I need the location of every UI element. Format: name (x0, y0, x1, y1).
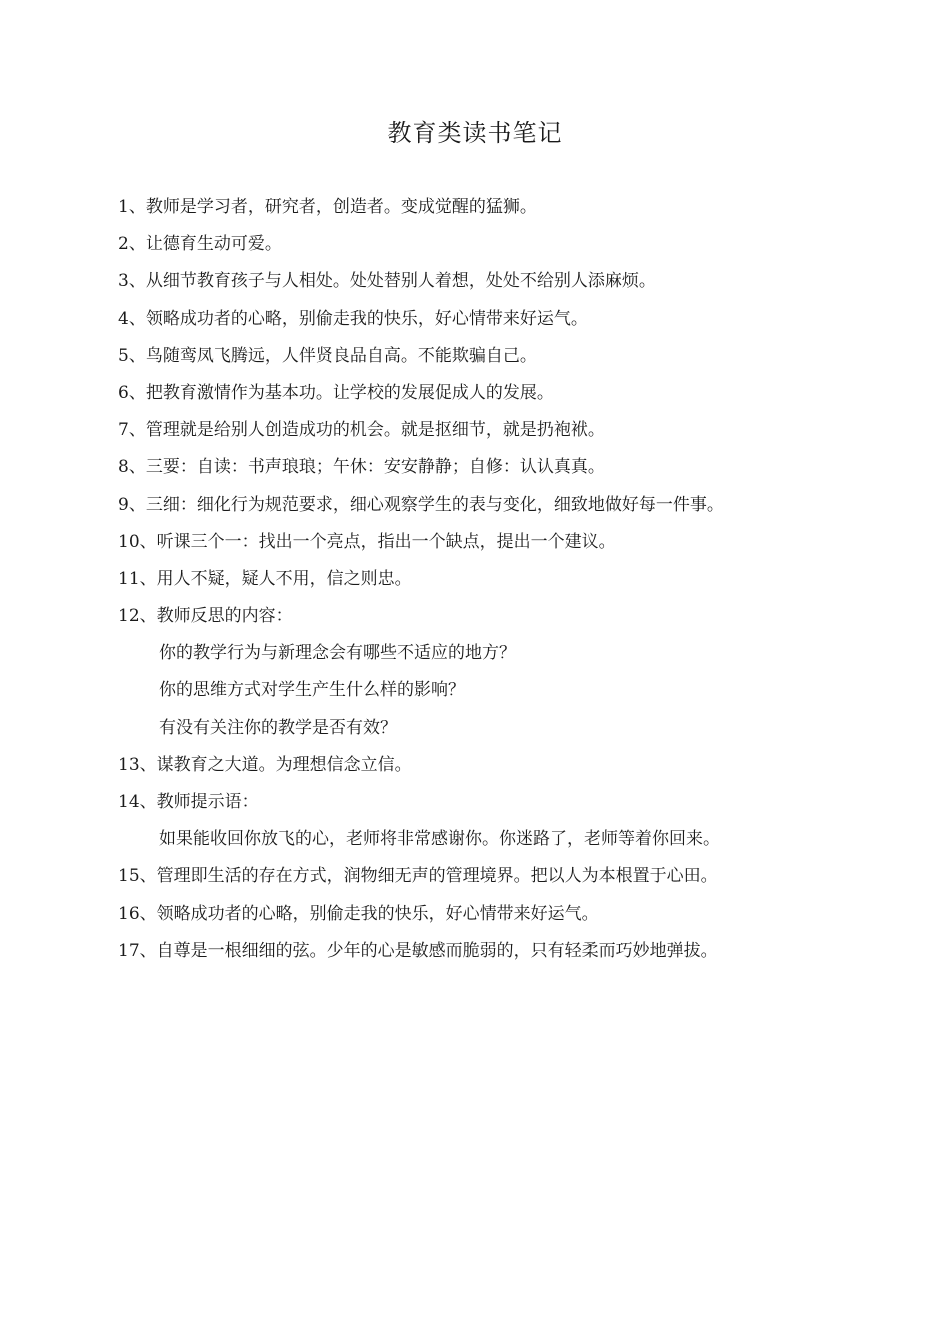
note-item: 12、教师反思的内容： (118, 606, 293, 627)
note-item: 5、鸟随鸾凤飞腾远，人伴贤良品自高。不能欺骗自己。 (118, 345, 537, 366)
note-subline: 有没有关注你的教学是否有效？ (159, 717, 397, 738)
note-item: 11、用人不疑，疑人不用，信之则忠。 (118, 568, 412, 589)
note-subline: 你的思维方式对学生产生什么样的影响？ (159, 680, 465, 701)
note-item: 14、教师提示语： (118, 792, 259, 812)
note-item: 4、领略成功者的心略，别偷走我的快乐，好心情带来好运气。 (118, 308, 588, 329)
note-item: 3、从细节教育孩子与人相处。处处替别人着想，处处不给别人添麻烦。 (118, 271, 656, 292)
note-item: 1、教师是学习者，研究者，创造者。变成觉醒的猛狮。 (118, 197, 537, 217)
note-subline: 你的教学行为与新理念会有哪些不适应的地方？ (159, 643, 516, 664)
note-item: 7、管理就是给别人创造成功的机会。就是抠细节，就是扔袍袱。 (118, 420, 605, 441)
note-item: 17、自尊是一根细细的弦。少年的心是敏感而脆弱的，只有轻柔而巧妙地弹拔。 (118, 940, 718, 961)
note-item: 16、领略成功者的心略，别偷走我的快乐，好心情带来好运气。 (118, 903, 599, 924)
note-subline: 如果能收回你放飞的心，老师将非常感谢你。你迷路了，老师等着你回来。 (159, 829, 720, 850)
note-item: 6、把教育激情作为基本功。让学校的发展促成人的发展。 (118, 382, 554, 403)
note-item: 13、谋教育之大道。为理想信念立信。 (118, 754, 412, 775)
note-item: 2、让德育生动可爱。 (118, 234, 282, 255)
note-item: 8、三要：自读：书声琅琅；午休：安安静静；自修：认认真真。 (118, 457, 605, 478)
document-title: 教育类读书笔记 (387, 119, 563, 147)
note-item: 9、三细：细化行为规范要求，细心观察学生的表与变化，细致地做好每一件事。 (118, 494, 724, 515)
note-item: 15、管理即生活的存在方式，润物细无声的管理境界。把以人为本根置于心田。 (118, 866, 718, 887)
notes-list (118, 193, 838, 974)
note-item: 10、听课三个一：找出一个亮点，指出一个缺点，提出一个建议。 (118, 531, 616, 552)
